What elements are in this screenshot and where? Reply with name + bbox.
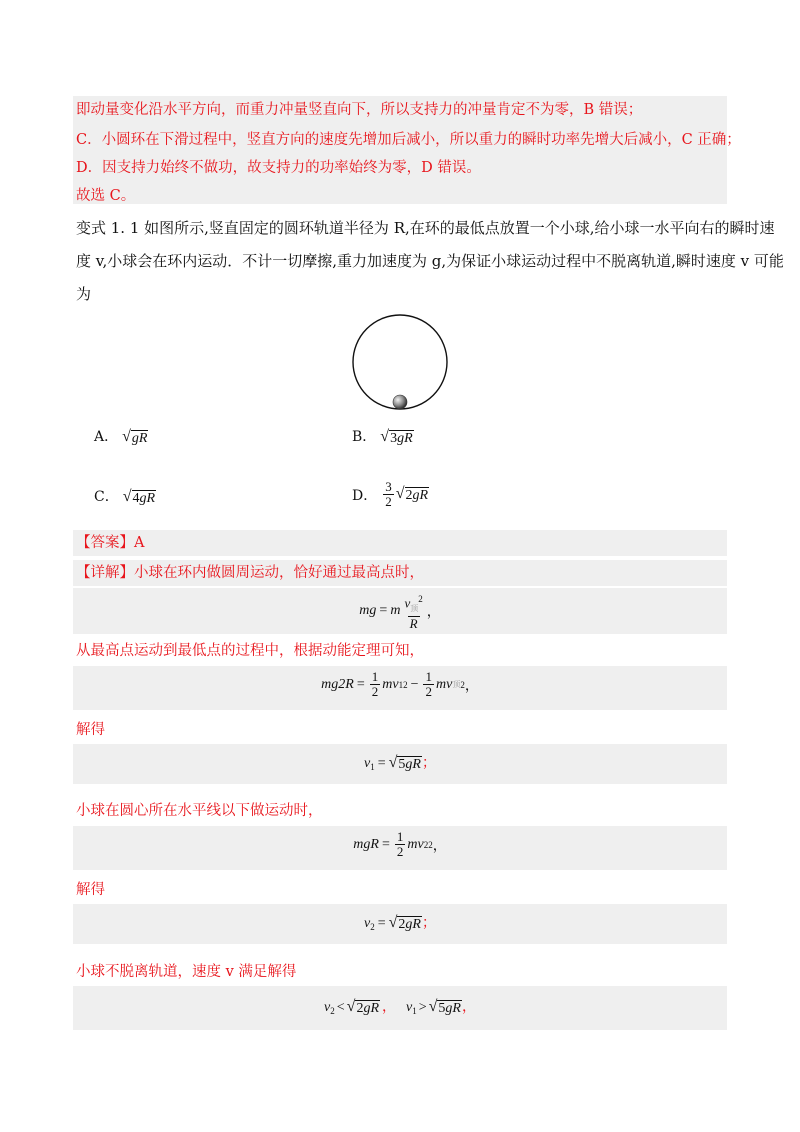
- solution-line-d: D．因支持力始终不做功，故支持力的功率始终为零，D 错误。: [76, 160, 481, 176]
- option-c-label: C．: [94, 489, 119, 505]
- option-b-value: √ 3gR: [380, 428, 413, 446]
- circle-track-figure: [348, 314, 452, 418]
- step-3-text: 小球在圆心所在水平线以下做运动时，: [76, 803, 323, 819]
- equation-3: v $_1$ = √ 5gR ；: [364, 754, 436, 772]
- option-a[interactable]: [94, 426, 148, 446]
- solution-line-b: 即动量变化沿水平方向，而重力冲量竖直向下，所以支持力的冲量肯定不为零，B 错误；: [76, 102, 643, 118]
- option-a-value: √ gR: [122, 428, 148, 446]
- detail-intro: [76, 563, 424, 583]
- option-c[interactable]: [94, 486, 156, 506]
- option-d-label: D．: [352, 488, 378, 504]
- solve-1-text: 解得: [76, 722, 105, 738]
- equation-2: mg2R = $\frac{1}{2}$ mv 1 2 − $\frac{1}{2}$ mv 顶 2 ，: [321, 669, 479, 699]
- option-c-value: √ 4gR: [122, 488, 156, 506]
- solve-2-text: 解得: [76, 882, 105, 898]
- answer-shade: [73, 530, 727, 556]
- equation-1: mg = m $\frac{v_顶^2}{R}$ ，: [359, 594, 441, 631]
- answer-value: A: [134, 535, 145, 551]
- step-4-text: 小球不脱离轨道，速度 v 满足解得: [76, 964, 297, 980]
- option-b[interactable]: [352, 426, 414, 446]
- equation-5: v $_2$ = √ 2gR ；: [364, 914, 436, 932]
- equation-6: v $_2$ < √ 2gR ， v $_1$ > √ 5gR ，: [324, 998, 476, 1016]
- ball: [393, 395, 407, 409]
- solution-line-c: C．小圆环在下滑过程中，竖直方向的速度先增加后减小，所以重力的瞬时功率先增大后减小，C 正确；: [76, 132, 741, 148]
- question-line-3: 为: [76, 285, 92, 303]
- option-d-value: $\frac{3}{2}$ √ 2gR: [385, 479, 429, 509]
- option-b-label: B．: [352, 429, 377, 445]
- question-line-1: 变式 1. 1 如图所示,竖直固定的圆环轨道半径为 R,在环的最低点放置一个小球,给小球一水平向右的瞬时速: [76, 219, 775, 237]
- question-line-2: 度 v,小球会在环内运动．不计一切摩擦,重力加速度为 g,为保证小球运动过程中不脱离轨道,瞬时速度 v 可能: [76, 252, 784, 270]
- step-2-text: 从最高点运动到最低点的过程中，根据动能定理可知，: [76, 643, 424, 659]
- answer-label: 【答案】: [76, 535, 134, 551]
- detail-label: 【详解】: [76, 565, 134, 581]
- answer-line: [76, 533, 144, 553]
- solution-conclusion: 故选 C。: [76, 188, 136, 204]
- detail-intro-text: 小球在环内做圆周运动，恰好通过最高点时，: [134, 565, 424, 581]
- option-a-label: A．: [94, 429, 119, 445]
- option-d[interactable]: [352, 480, 429, 509]
- equation-4: mgR = $\frac{1}{2}$ mv 2 2 ，: [353, 829, 447, 859]
